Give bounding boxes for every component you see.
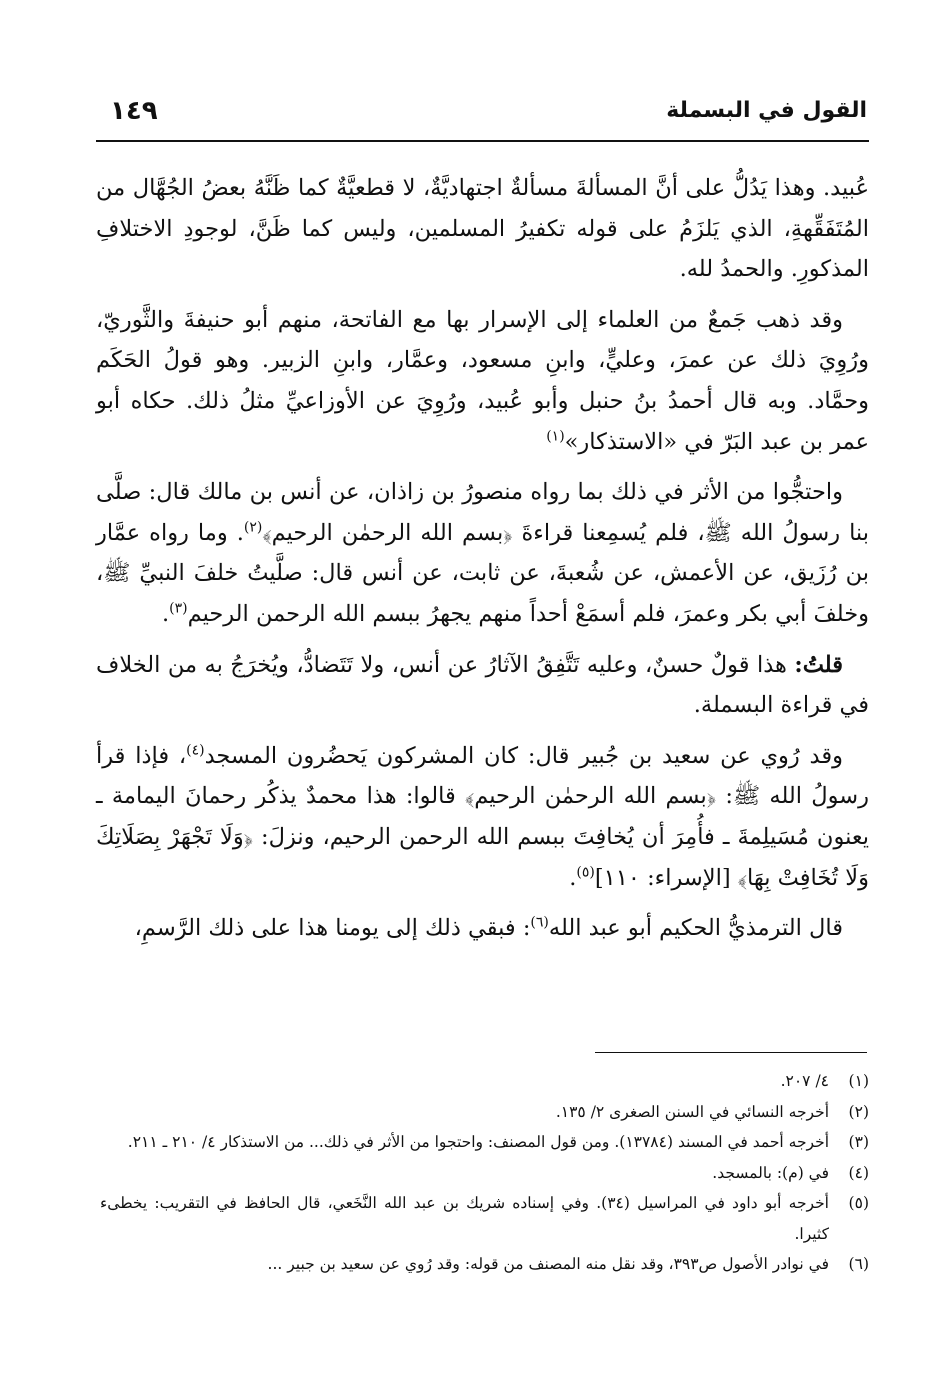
paragraph-text: . وما رواه عمَّار بن رُزَيق، عن الأعمش، عن شُعبةَ، عن ثابت، عن أنس قال: صلَّيتُ خلفَ النبيِّ ﷺ، وخلفَ أبي بكر وعمرَ، فلم أسمَعْ أحداً منهم يجهرُ ببسم الله الرحمن الرحيم — [96, 519, 869, 627]
footnote-text: أخرجه النسائي في السنن الصغرى ٢/ ١٣٥. — [555, 1102, 829, 1121]
footnote-ref[interactable]: (٦) — [530, 914, 549, 931]
footnote-divider — [595, 1052, 867, 1053]
footnote — [100, 1188, 869, 1249]
paragraph — [96, 645, 869, 726]
footnote — [100, 1097, 869, 1128]
paragraph-text: وقد ذهب جَمعٌ من العلماء إلى الإسرار بها مع الفاتحة، منهم أبو حنيفةَ والثَّوريّ، ورُوِيَ ذلك عن عمرَ، وعليٍّ، وابنِ مسعود، وعمَّار، وابنِ الزبير. وهو قولُ الحَكَم وحمَّاد. وبه قال أحمدُ بنُ حنبل وأبو عُبيد، ورُوِيَ عن الأوزاعيِّ مثلُ ذلك. حكاه أبو عمر بن عبد البَرّ في «الاستذكار» — [96, 306, 869, 455]
footnote-ref[interactable]: (٥) — [576, 864, 595, 880]
footnote-number: (٥) — [848, 1194, 869, 1212]
footnote-number: (٦) — [848, 1255, 869, 1273]
footnote-text: في نوادر الأصول ص٣٩٣، وقد نقل منه المصنف من قوله: وقد رُوي عن سعيد بن جبير ... — [267, 1255, 829, 1273]
paragraph-text: هذا قولٌ حسنٌ، وعليه تَتَّفِقُ الآثارُ عن أنس، ولا تَتَضادُّ، ويُخرَجُ به من الخلاف في قراءة البسملة. — [96, 651, 869, 719]
footnote-ref[interactable]: (١) — [546, 428, 565, 445]
footnote-number: (٢) — [848, 1102, 869, 1121]
footnote-ref[interactable]: (٣) — [169, 600, 188, 617]
footnote — [100, 1158, 869, 1189]
main-text — [96, 168, 869, 959]
footnote-text: ٤/ ٢٠٧. — [780, 1072, 829, 1090]
footnote — [100, 1249, 869, 1280]
footnote-text: في (م): بالمسجد. — [712, 1163, 829, 1182]
paragraph — [96, 736, 869, 898]
paragraph — [96, 300, 869, 462]
paragraph — [96, 168, 869, 290]
footnote-number: (٤) — [848, 1163, 869, 1182]
footnote-text: أخرجه أحمد في المسند (١٣٧٨٤). ومن قول المصنف: واحتجوا من الأثر في ذلك... من الاستذكار ٤/ ٢١٠ ـ ٢١١. — [127, 1133, 829, 1151]
qultu-lead: قلتُ: — [794, 651, 843, 678]
paragraph-text: عُبيد. وهذا يَدُلُّ على أنَّ المسألةَ مسألةٌ اجتهاديَّةٌ، لا قطعيَّةٌ كما ظَنَّهُ بعضُ الجُهَّال من المُتَفَقِّهةِ، الذي يَلزَمُ على قوله تكفيرُ المسلمين، وليس كما ظَنَّ، لوجودِ الاختلافِ المذكورِ. والحمدُ لله. — [96, 175, 869, 283]
footnotes — [100, 1066, 869, 1280]
paragraph-text: وقد رُوي عن سعيد بن جُبير قال: كان المشركون يَحضُرون المسجد — [204, 742, 843, 769]
footnote-number: (١) — [848, 1072, 869, 1090]
running-head — [100, 96, 867, 132]
footnote-text: أخرجه أبو داود في المراسيل (٣٤). وفي إسناده شريك بن عبد الله النَّخَعي، قال الحافظ في التقريب: يخطىء كثيرا. — [100, 1194, 829, 1243]
paragraph — [96, 908, 869, 949]
footnote — [100, 1066, 869, 1097]
page-number: ١٤٩ — [110, 96, 158, 126]
paragraph — [96, 472, 869, 634]
paragraph-text: : فبقي ذلك إلى يومنا هذا على ذلك الرَّسمِ، — [134, 915, 531, 942]
paragraph-text: . — [161, 600, 170, 627]
paragraph-text: . — [569, 864, 577, 891]
footnote — [100, 1127, 869, 1158]
footnote-number: (٣) — [848, 1133, 869, 1151]
footnote-ref[interactable]: (٢) — [243, 519, 263, 536]
footnote-ref[interactable]: (٤) — [186, 742, 205, 759]
running-title: القول في البسملة — [666, 98, 867, 123]
paragraph-text: واحتجُّوا من الأثر في ذلك بما رواه منصورُ بن زاذان، عن أنس بن مالك قال: صلَّى بنا رسولُ الله ﷺ، فلم يُسمِعنا قراءةَ ﴿بسم الله الرحمٰن الرحيم﴾ — [96, 479, 869, 546]
paragraph-text: ، فإذا قرأ رسولُ الله ﷺ: ﴿بسم الله الرحمٰن الرحيم﴾ قالوا: هذا محمدٌ يذكُر رحمانَ اليمامة ـ يعنون مُسَيلِمةَ ـ فأُمِرَ أن يُخافِتَ ببسم الله الرحمن الرحيم، ونزلَ: ﴿وَلَا تَجْهَرْ بِصَلَاتِكَ وَلَا تُخَافِتْ بِهَا﴾ [الإسراء: ١١٠] — [96, 742, 869, 891]
paragraph-text: قال الترمذيُّ الحكيم أبو عبد الله — [548, 915, 843, 942]
header-divider — [96, 140, 869, 142]
